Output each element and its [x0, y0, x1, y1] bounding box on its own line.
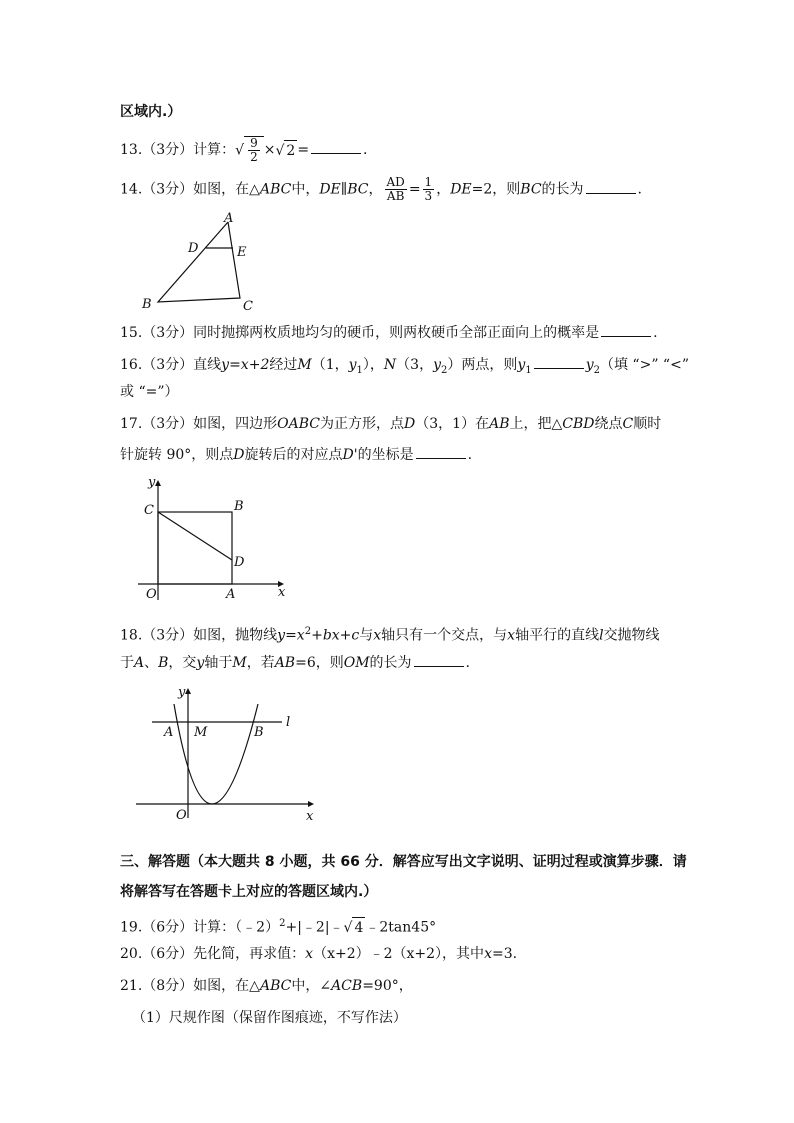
q18-b: B — [158, 655, 169, 671]
answer-blank — [586, 179, 636, 194]
q17-l2b: 旋转后的对应点 — [244, 447, 343, 463]
figure-14-triangle — [140, 212, 260, 312]
q14-bc2: BC — [520, 181, 542, 198]
q14-end: . — [637, 181, 642, 198]
q17-end: . — [467, 447, 473, 463]
label-x: x — [278, 585, 286, 600]
q14-prefix: 14.（3分）如图，在△ — [120, 181, 260, 198]
label-B: B — [234, 499, 244, 514]
label-O: O — [146, 587, 157, 602]
section-3-heading: 三、解答题（本大题共 8 小题，共 66 分．解答应写出文字说明、证明过程或演算步骤．请 — [120, 854, 687, 870]
question-16-line2: 或 “=”） — [120, 384, 179, 400]
q18-l1a: 18.（3分）如图，抛物线 — [120, 627, 278, 644]
q18-x1: x — [373, 627, 382, 644]
q17-l1b: 为正方形，点 — [320, 416, 405, 432]
label-A: A — [164, 725, 174, 740]
label-B: B — [142, 297, 152, 312]
q16-m: M — [297, 357, 312, 373]
q16-cy2: y — [585, 357, 594, 373]
q19-tail: ﹣2tan45° — [365, 919, 437, 936]
q14-val-den: 3 — [424, 189, 433, 203]
label-C: C — [243, 299, 253, 314]
q14-par: ∥ — [340, 181, 348, 198]
q16-s2: 2 — [441, 364, 448, 376]
q14-comma: ， — [368, 181, 383, 198]
section-3-heading-line2: 将解答写在答题卡上对应的答题区域内.） — [120, 884, 378, 900]
label-E: E — [237, 245, 247, 260]
q16-eq: y=x+2 — [221, 357, 270, 373]
q18-l: l — [599, 627, 604, 644]
q16-cy1: y — [517, 357, 526, 373]
q16-y2: y — [433, 357, 442, 373]
q13-eq: = — [297, 142, 310, 158]
q18-sup: 2 — [304, 626, 312, 637]
q14-de2: DE — [450, 181, 472, 198]
q21-acb: ACB — [331, 978, 363, 994]
q18-l2e: =6，则 — [295, 655, 344, 671]
answer-blank — [416, 444, 466, 459]
parabola-curve — [174, 704, 258, 804]
q14-de: DE — [319, 181, 341, 198]
x-arrow — [308, 801, 314, 807]
figure-18-parabola — [136, 682, 316, 822]
question-14 — [120, 176, 642, 203]
q13-times: × — [263, 142, 276, 158]
answer-blank — [534, 354, 584, 369]
question-19: 19.（6分）计算：（﹣2）$^2$+|﹣2|﹣√ 4 ﹣2tan45° — [120, 918, 437, 937]
q17-oabc: OABC — [277, 416, 321, 432]
q15-end: . — [653, 325, 658, 341]
q17-cbd: CBD — [562, 416, 595, 432]
q16-mpt-close: ）， — [362, 357, 384, 373]
q18-end: . — [465, 655, 470, 671]
q16-y1: y — [348, 357, 357, 373]
q20-x1: x — [305, 946, 314, 962]
label-y: y — [178, 685, 186, 700]
q17-d: D — [404, 416, 416, 432]
segment-cd — [158, 512, 232, 560]
q14-eq: = — [408, 181, 421, 198]
q17-l2a: 针旋转 90°，则点 — [120, 447, 234, 463]
question-21 — [120, 976, 413, 996]
q16-n: N — [383, 357, 397, 373]
q17-l1d: 上，把△ — [509, 416, 563, 432]
q14-frac-den: AB — [386, 189, 405, 203]
q17-l1f: 顺时 — [633, 416, 662, 432]
q20-tail: =3. — [491, 946, 518, 962]
q14-frac-num: AD — [386, 175, 405, 189]
label-l: l — [286, 715, 291, 730]
q20-x2: x — [484, 946, 492, 962]
q17-l1c: （3，1）在 — [415, 416, 490, 432]
question-17-line2 — [120, 444, 472, 465]
q19-prefix: 19.（6分）计算：（﹣2） — [120, 919, 280, 936]
q21-abc: ABC — [259, 978, 292, 994]
question-15 — [120, 322, 658, 343]
q21-mid: 中，∠ — [291, 978, 332, 994]
triangle-abc — [158, 222, 240, 302]
q18-a: A — [134, 655, 145, 671]
q16-mpt-open: （1， — [311, 357, 349, 373]
q20-expr: （x+2）﹣2（x+2），其中 — [313, 946, 485, 962]
q18-l2a: 于 — [120, 655, 134, 671]
label-y: y — [148, 475, 156, 490]
q17-ab: AB — [489, 416, 510, 432]
q16-cs2: 2 — [593, 364, 600, 376]
q17-dprime: D' — [342, 447, 358, 463]
q16-cs1: 1 — [525, 364, 532, 376]
q13-end: . — [363, 142, 368, 158]
q16-npt-close: ）两点，则 — [447, 357, 518, 373]
q17-l2c: 的坐标是 — [357, 447, 414, 463]
question-20 — [120, 944, 517, 964]
question-16 — [120, 354, 689, 381]
question-21-sub1: （1）尺规作图（保留作图痕迹，不写作法） — [132, 1010, 407, 1026]
q18-eq: y=x — [277, 627, 305, 644]
q20-prefix: 20.（6分）先化简，再求值： — [120, 946, 306, 962]
q18-x2: x — [507, 627, 516, 644]
q14-bc: BC — [347, 181, 369, 198]
q18-l2c: 轴于 — [204, 655, 233, 671]
q19-mid: +|﹣2|﹣ — [285, 919, 344, 936]
label-C: C — [144, 503, 154, 518]
q17-d2: D — [233, 447, 245, 463]
q18-l2b: ，交 — [168, 655, 197, 671]
label-A: A — [224, 211, 234, 226]
q13-sqrt-val: 2 — [284, 140, 297, 161]
q18-l2d: ，若 — [246, 655, 275, 671]
q14-mid2: =2，则 — [471, 181, 521, 198]
question-18-line2 — [120, 652, 470, 673]
q16-npt-open: （3， — [396, 357, 434, 373]
label-x: x — [306, 809, 314, 824]
q14-tail: 的长为 — [541, 181, 584, 198]
square-oabc — [158, 512, 232, 584]
q19-sqrt-val: 4 — [352, 917, 365, 938]
label-D: D — [188, 241, 199, 256]
question-17 — [120, 414, 661, 434]
answer-blank — [311, 139, 361, 154]
q18-yv: y — [196, 655, 205, 671]
q14-abc: ABC — [259, 181, 292, 198]
q15-text: 15.（3分）同时抛掷两枚质地均匀的硬币，则两枚硬币全部正面向上的概率是 — [120, 325, 600, 341]
top-line: 区域内.） — [120, 104, 182, 120]
q21-tail: =90°， — [362, 978, 413, 994]
q14-val-num: 1 — [424, 175, 433, 189]
q21-prefix: 21.（8分）如图，在△ — [120, 978, 260, 994]
q14-mid1: 中， — [291, 181, 320, 198]
q17-l1a: 17.（3分）如图，四边形 — [120, 416, 278, 432]
question-18 — [120, 622, 660, 646]
q13-prefix: 13.（3分）计算： — [120, 142, 236, 158]
y-arrow — [155, 480, 161, 486]
question-13: 13.（3分）计算：√ $\frac{9}{2}$ ×√ 2 = . — [120, 136, 368, 164]
q17-l1e: 绕点 — [594, 416, 623, 432]
q17-c: C — [622, 416, 634, 432]
y-arrow — [185, 688, 191, 694]
label-B: B — [254, 725, 264, 740]
answer-blank — [601, 322, 651, 337]
q18-l2f: 的长为 — [369, 655, 412, 671]
q18-eq-b: +bx+c — [311, 627, 360, 644]
q16-prefix: 16.（3分）直线 — [120, 357, 222, 373]
label-O: O — [176, 808, 187, 823]
label-D: D — [234, 555, 245, 570]
label-A: A — [226, 587, 236, 602]
label-M: M — [194, 725, 208, 740]
q16-tail: （填 “>” “<” — [599, 357, 689, 373]
q18-l1d: 轴平行的直线 — [515, 627, 600, 644]
answer-blank — [414, 652, 464, 667]
q16-mid: 经过 — [269, 357, 298, 373]
q13-frac-den: 2 — [250, 150, 258, 164]
q18-sep: 、 — [144, 655, 159, 671]
q18-ab: AB — [274, 655, 296, 671]
q16-s1: 1 — [356, 364, 363, 376]
q18-l1e: 交抛物线 — [603, 627, 660, 644]
q18-l1c: 轴只有一个交点，与 — [381, 627, 508, 644]
q18-m: M — [232, 655, 247, 671]
q13-frac-num: 9 — [250, 136, 258, 150]
sqrt-fraction: √ $\frac{9}{2}$ — [235, 136, 264, 164]
q18-om: OM — [343, 655, 370, 671]
figure-17-square — [138, 474, 298, 602]
q18-l1b: 与 — [359, 627, 374, 644]
q19-sup: 2 — [279, 918, 286, 929]
q14-comma2: ， — [436, 181, 451, 198]
